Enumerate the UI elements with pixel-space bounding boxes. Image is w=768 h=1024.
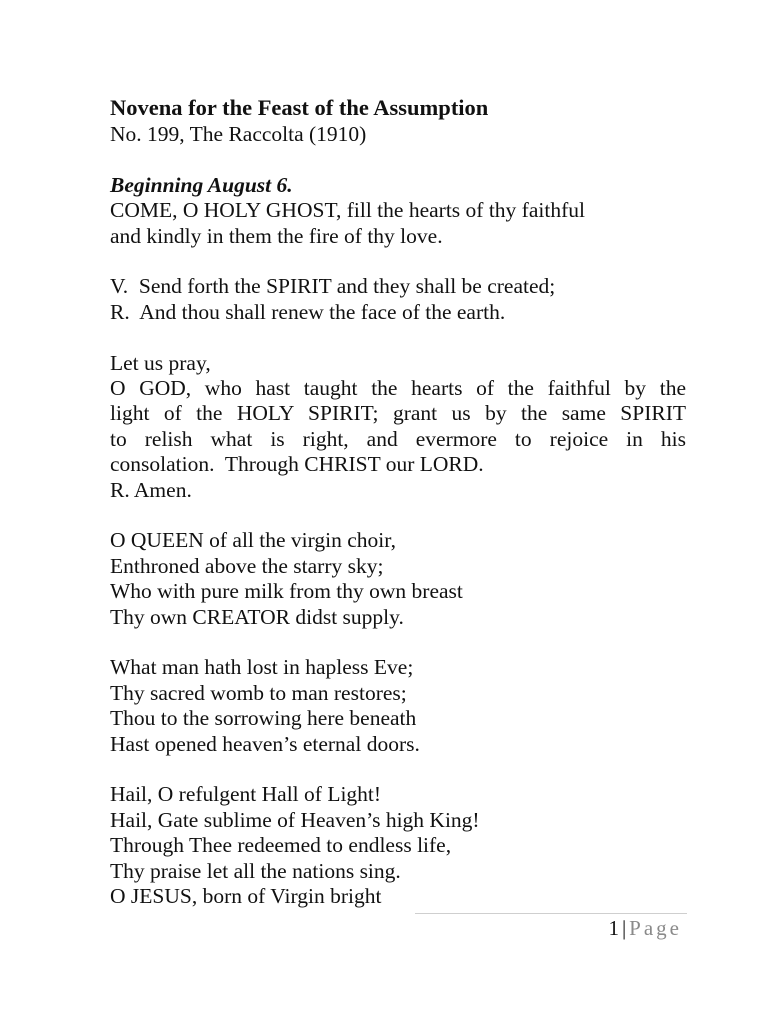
spacer — [110, 147, 686, 172]
document-title: Novena for the Feast of the Assumption — [110, 95, 489, 120]
hymn-stanza-1 — [110, 528, 686, 630]
text-line: to relish what is right, and evermore to rejoice in his — [110, 426, 686, 451]
prayer-paragraph — [110, 351, 686, 503]
page-footer — [608, 916, 682, 941]
document-body — [110, 94, 686, 910]
verse-line: What man hath lost in hapless Eve; — [110, 655, 414, 680]
document-subtitle: No. 199, The Raccolta (1910) — [110, 122, 367, 146]
versicle-response — [110, 274, 686, 325]
spacer — [110, 503, 686, 528]
verse-line: Hail, O refulgent Hall of Light! — [110, 782, 382, 807]
versicle-line: V. Send forth the SPIRIT and they shall be created; — [110, 274, 556, 299]
invocation-paragraph — [110, 198, 686, 249]
page-label: Page — [629, 916, 682, 940]
hymn-stanza-2 — [110, 655, 686, 757]
verse-line: Hast opened heaven’s eternal doors. — [110, 731, 420, 756]
verse-line: Thy own CREATOR didst supply. — [110, 604, 404, 629]
verse-line: Thy sacred womb to man restores; — [110, 680, 407, 705]
text-line: Let us pray, — [110, 350, 211, 375]
footer-separator: | — [621, 916, 627, 940]
spacer — [110, 249, 686, 274]
text-line: consolation. Through CHRIST our LORD. — [110, 452, 484, 477]
footer-divider — [415, 913, 687, 914]
text-line: R. Amen. — [110, 477, 192, 502]
verse-line: Hail, Gate sublime of Heaven’s high King! — [110, 807, 480, 832]
spacer — [110, 630, 686, 655]
verse-line: O QUEEN of all the virgin choir, — [110, 528, 396, 553]
verse-line: O JESUS, born of Virgin bright — [110, 884, 382, 909]
verse-line: Enthroned above the starry sky; — [110, 553, 384, 578]
hymn-stanza-3 — [110, 782, 686, 909]
verse-line: Thy praise let all the nations sing. — [110, 858, 401, 883]
text-line: and kindly in them the fire of thy love. — [110, 223, 443, 248]
section-heading: Beginning August 6. — [110, 172, 293, 197]
verse-line: Who with pure milk from thy own breast — [110, 579, 463, 604]
text-line: light of the HOLY SPIRIT; grant us by the same SPIRIT — [110, 401, 686, 426]
spacer — [110, 757, 686, 782]
response-line: R. And thou shall renew the face of the earth. — [110, 299, 506, 324]
spacer — [110, 325, 686, 350]
text-line: O GOD, who hast taught the hearts of the faithful by the — [110, 376, 686, 401]
verse-line: Through Thee redeemed to endless life, — [110, 833, 452, 858]
verse-line: Thou to the sorrowing here beneath — [110, 706, 417, 731]
page-number: 1 — [608, 916, 619, 940]
text-line: COME, O HOLY GHOST, fill the hearts of thy faithful — [110, 198, 585, 223]
